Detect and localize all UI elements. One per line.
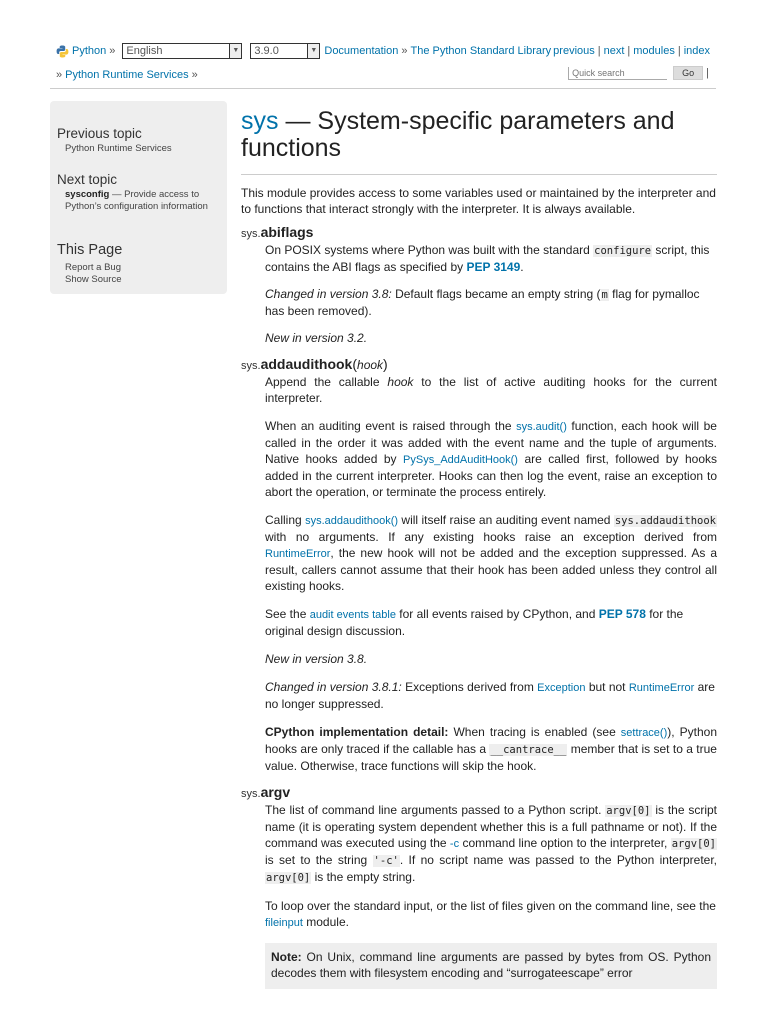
sys-audit-link[interactable]: sys.audit() xyxy=(516,421,567,433)
text-run: to the list of active auditing hooks for the current interpreter. xyxy=(265,375,718,405)
modules-link[interactable]: modules xyxy=(633,45,675,57)
fileinput-link[interactable]: fileinput xyxy=(265,917,303,929)
nav-row-top xyxy=(56,42,716,60)
next-topic-description: — Provide access to Python’s configuration information xyxy=(65,189,208,212)
abiflags-signature xyxy=(241,224,717,242)
text-run: Default flags became an empty string ( xyxy=(391,287,601,301)
text-run: ), Python hooks are only traced if the callable has a xyxy=(265,725,717,756)
addaudithook-paragraph-4 xyxy=(265,606,717,639)
text-run: Append the callable xyxy=(265,375,388,389)
text-run: is set to the string xyxy=(265,853,373,867)
breadcrumb-separator: » xyxy=(401,45,408,57)
text-run: for the original design discussion. xyxy=(265,607,684,638)
version-label: New in version 3.8. xyxy=(265,652,368,666)
title-divider xyxy=(241,174,717,175)
version-label: Changed in version 3.8.1: xyxy=(265,680,402,694)
show-source-link[interactable]: Show Source xyxy=(65,274,122,285)
breadcrumb-separator: » xyxy=(109,45,116,57)
text-run: Calling xyxy=(265,513,306,527)
previous-link[interactable]: previous xyxy=(553,45,595,57)
sys-prefix: sys. xyxy=(241,788,261,800)
inline-code: m xyxy=(601,289,608,301)
previous-topic-link[interactable]: Python Runtime Services xyxy=(65,143,172,154)
text-run: function, each hook will be called in the order it was added with the event name and the tuple of arguments. Native hooks added by xyxy=(265,419,717,466)
nav-separator: | xyxy=(706,67,709,79)
inline-code: '-c' xyxy=(373,855,399,867)
addaudithook-new-in xyxy=(265,651,717,667)
language-select[interactable] xyxy=(122,43,242,59)
header-divider xyxy=(50,88,716,89)
text-run: with no arguments. If any existing hooks raise an exception derived from xyxy=(265,530,717,544)
intro-paragraph: This module provides access to some variables used or maintained by the interpreter and to functions that interact strongly with the interpreter. It is always available. xyxy=(241,186,716,216)
addaudithook-paragraph-1 xyxy=(265,374,717,406)
chevron-down-icon: ▼ xyxy=(229,44,241,58)
text-run: but not xyxy=(585,680,629,694)
paren: ( xyxy=(352,356,358,372)
inline-code: argv[0] xyxy=(606,805,651,817)
language-select-value: English xyxy=(126,45,163,57)
version-label: Changed in version 3.8: xyxy=(265,287,392,301)
abiflags-description xyxy=(265,242,717,346)
nav-separator: | xyxy=(677,45,681,57)
text-run: script, this contains the ABI flags as specified by xyxy=(265,243,710,274)
nav-separator: | xyxy=(597,45,601,57)
index-link[interactable]: index xyxy=(683,45,710,57)
argv-paragraph-1 xyxy=(265,802,717,886)
text-run: for all events raised by CPython, and xyxy=(395,607,599,621)
settrace-link[interactable]: settrace() xyxy=(620,727,668,739)
impl-detail-label: CPython implementation detail: xyxy=(265,725,449,739)
runtimeerror-link[interactable]: RuntimeError xyxy=(628,682,695,694)
title-text: — System-specific parameters and functions xyxy=(241,107,675,162)
note-label: Note: xyxy=(271,950,302,964)
python-home-link[interactable]: Python xyxy=(72,45,107,57)
note-box xyxy=(265,943,717,989)
text-run: will itself raise an auditing event named xyxy=(398,513,614,527)
report-bug-link[interactable]: Report a Bug xyxy=(65,262,121,273)
text-run: The list of command line arguments passed to a Python script. xyxy=(265,803,606,817)
pep-578-link[interactable]: PEP 578 xyxy=(598,607,646,621)
runtimeerror-link[interactable]: RuntimeError xyxy=(265,548,331,560)
text-run: Exceptions derived from xyxy=(401,680,538,694)
abiflags-name: abiflags xyxy=(260,224,314,240)
argv-name: argv xyxy=(260,784,291,800)
nav-row-bottom xyxy=(56,66,716,84)
sys-prefix: sys. xyxy=(241,360,261,372)
text-run: module. xyxy=(302,915,349,929)
breadcrumb-separator: » xyxy=(56,69,63,81)
nav-separator: | xyxy=(627,45,631,57)
note-text: On Unix, command line arguments are passed by bytes from OS. Python decodes them with filesystem encoding and “surrogateescape” error xyxy=(271,950,711,980)
addaudithook-changed-note xyxy=(265,679,717,712)
text-run: When tracing is enabled (see xyxy=(448,725,621,739)
related-nav-bar xyxy=(56,42,716,84)
runtime-services-link[interactable]: Python Runtime Services xyxy=(65,69,189,81)
version-select[interactable] xyxy=(250,43,320,59)
sys-prefix: sys. xyxy=(241,228,261,240)
inline-code: __cantrace__ xyxy=(490,744,567,756)
sidebar xyxy=(50,101,227,294)
text-run: , the new hook will not be added and the exception suppressed. As a result, callers cannot assume that their hook has been added unless they control all existing hooks. xyxy=(265,546,717,593)
addaudithook-description xyxy=(265,374,717,774)
version-label: New in version 3.2. xyxy=(265,331,368,345)
dash-c-option-link[interactable]: -c xyxy=(449,838,460,850)
pep-3149-link[interactable]: PEP 3149 xyxy=(466,260,521,274)
inline-code: configure xyxy=(594,245,652,257)
quick-search xyxy=(568,66,712,80)
chevron-down-icon: ▼ xyxy=(307,44,319,58)
text-run: are no longer suppressed. xyxy=(265,680,715,711)
param-ref: hook xyxy=(387,375,414,389)
abiflags-paragraph xyxy=(265,242,717,275)
next-topic-heading: Next topic xyxy=(57,172,118,187)
text-run: command line option to the interpreter, xyxy=(459,836,671,850)
addaudithook-name: addaudithook xyxy=(260,356,353,372)
inline-code: argv[0] xyxy=(671,838,716,850)
text-run: On POSIX systems where Python was built with the standard xyxy=(265,243,594,257)
addaudithook-paragraph-2 xyxy=(265,418,717,500)
text-run: are called first, followed by hooks added in the current interpreter. Hooks can then log the event, raise an exception to abort the operation, or terminate the process entirely. xyxy=(265,452,717,499)
argv-paragraph-2 xyxy=(265,898,717,931)
next-topic-link[interactable]: sysconfig xyxy=(65,189,110,200)
addaudithook-signature xyxy=(241,356,717,374)
abiflags-new-in xyxy=(265,330,717,346)
main-content xyxy=(241,108,717,989)
text-run: See the xyxy=(265,607,310,621)
paren: ) xyxy=(383,356,388,372)
text-run: flag for pymalloc has been removed). xyxy=(265,287,700,318)
abiflags-changed-note xyxy=(265,286,717,319)
text-run: When an auditing event is raised through the xyxy=(265,419,517,433)
text-run: . xyxy=(520,260,524,274)
go-button[interactable]: Go xyxy=(673,66,703,80)
title-module-name: sys xyxy=(241,107,279,135)
search-input[interactable] xyxy=(568,67,667,80)
this-page-heading: This Page xyxy=(57,242,123,258)
inline-code: sys.addaudithook xyxy=(614,515,716,527)
breadcrumb-separator: » xyxy=(191,69,198,81)
text-run: is the empty string. xyxy=(311,870,416,884)
argv-description xyxy=(265,802,717,989)
stdlib-link[interactable]: The Python Standard Library xyxy=(410,45,552,57)
sys-addaudithook-link[interactable]: sys.addaudithook() xyxy=(305,515,399,527)
python-logo-icon xyxy=(56,45,69,58)
text-run: . If no script name was passed to the Python interpreter, xyxy=(399,853,717,867)
documentation-link[interactable]: Documentation xyxy=(324,45,399,57)
page-title xyxy=(241,108,717,162)
inline-code: argv[0] xyxy=(266,872,311,884)
pysys-addaudithook-link[interactable]: PySys_AddAuditHook() xyxy=(403,454,518,466)
previous-topic-heading: Previous topic xyxy=(57,126,142,141)
text-run: member that is set to a true value. Otherwise, trace functions will skip the hook. xyxy=(265,742,717,773)
text-run: To loop over the standard input, or the list of files given on the command line, see the xyxy=(265,899,716,913)
param-hook: hook xyxy=(357,358,384,372)
argv-signature xyxy=(241,784,717,802)
audit-events-table-link[interactable]: audit events table xyxy=(309,609,396,621)
version-select-value: 3.9.0 xyxy=(254,45,279,57)
cpython-impl-detail xyxy=(265,724,717,774)
text-run: is the script name (it is operating system dependent whether this is a full pathname or not). If the command was executed using the xyxy=(265,803,717,850)
exception-link[interactable]: Exception xyxy=(537,682,586,694)
addaudithook-paragraph-3 xyxy=(265,512,717,594)
next-link[interactable]: next xyxy=(603,45,625,57)
